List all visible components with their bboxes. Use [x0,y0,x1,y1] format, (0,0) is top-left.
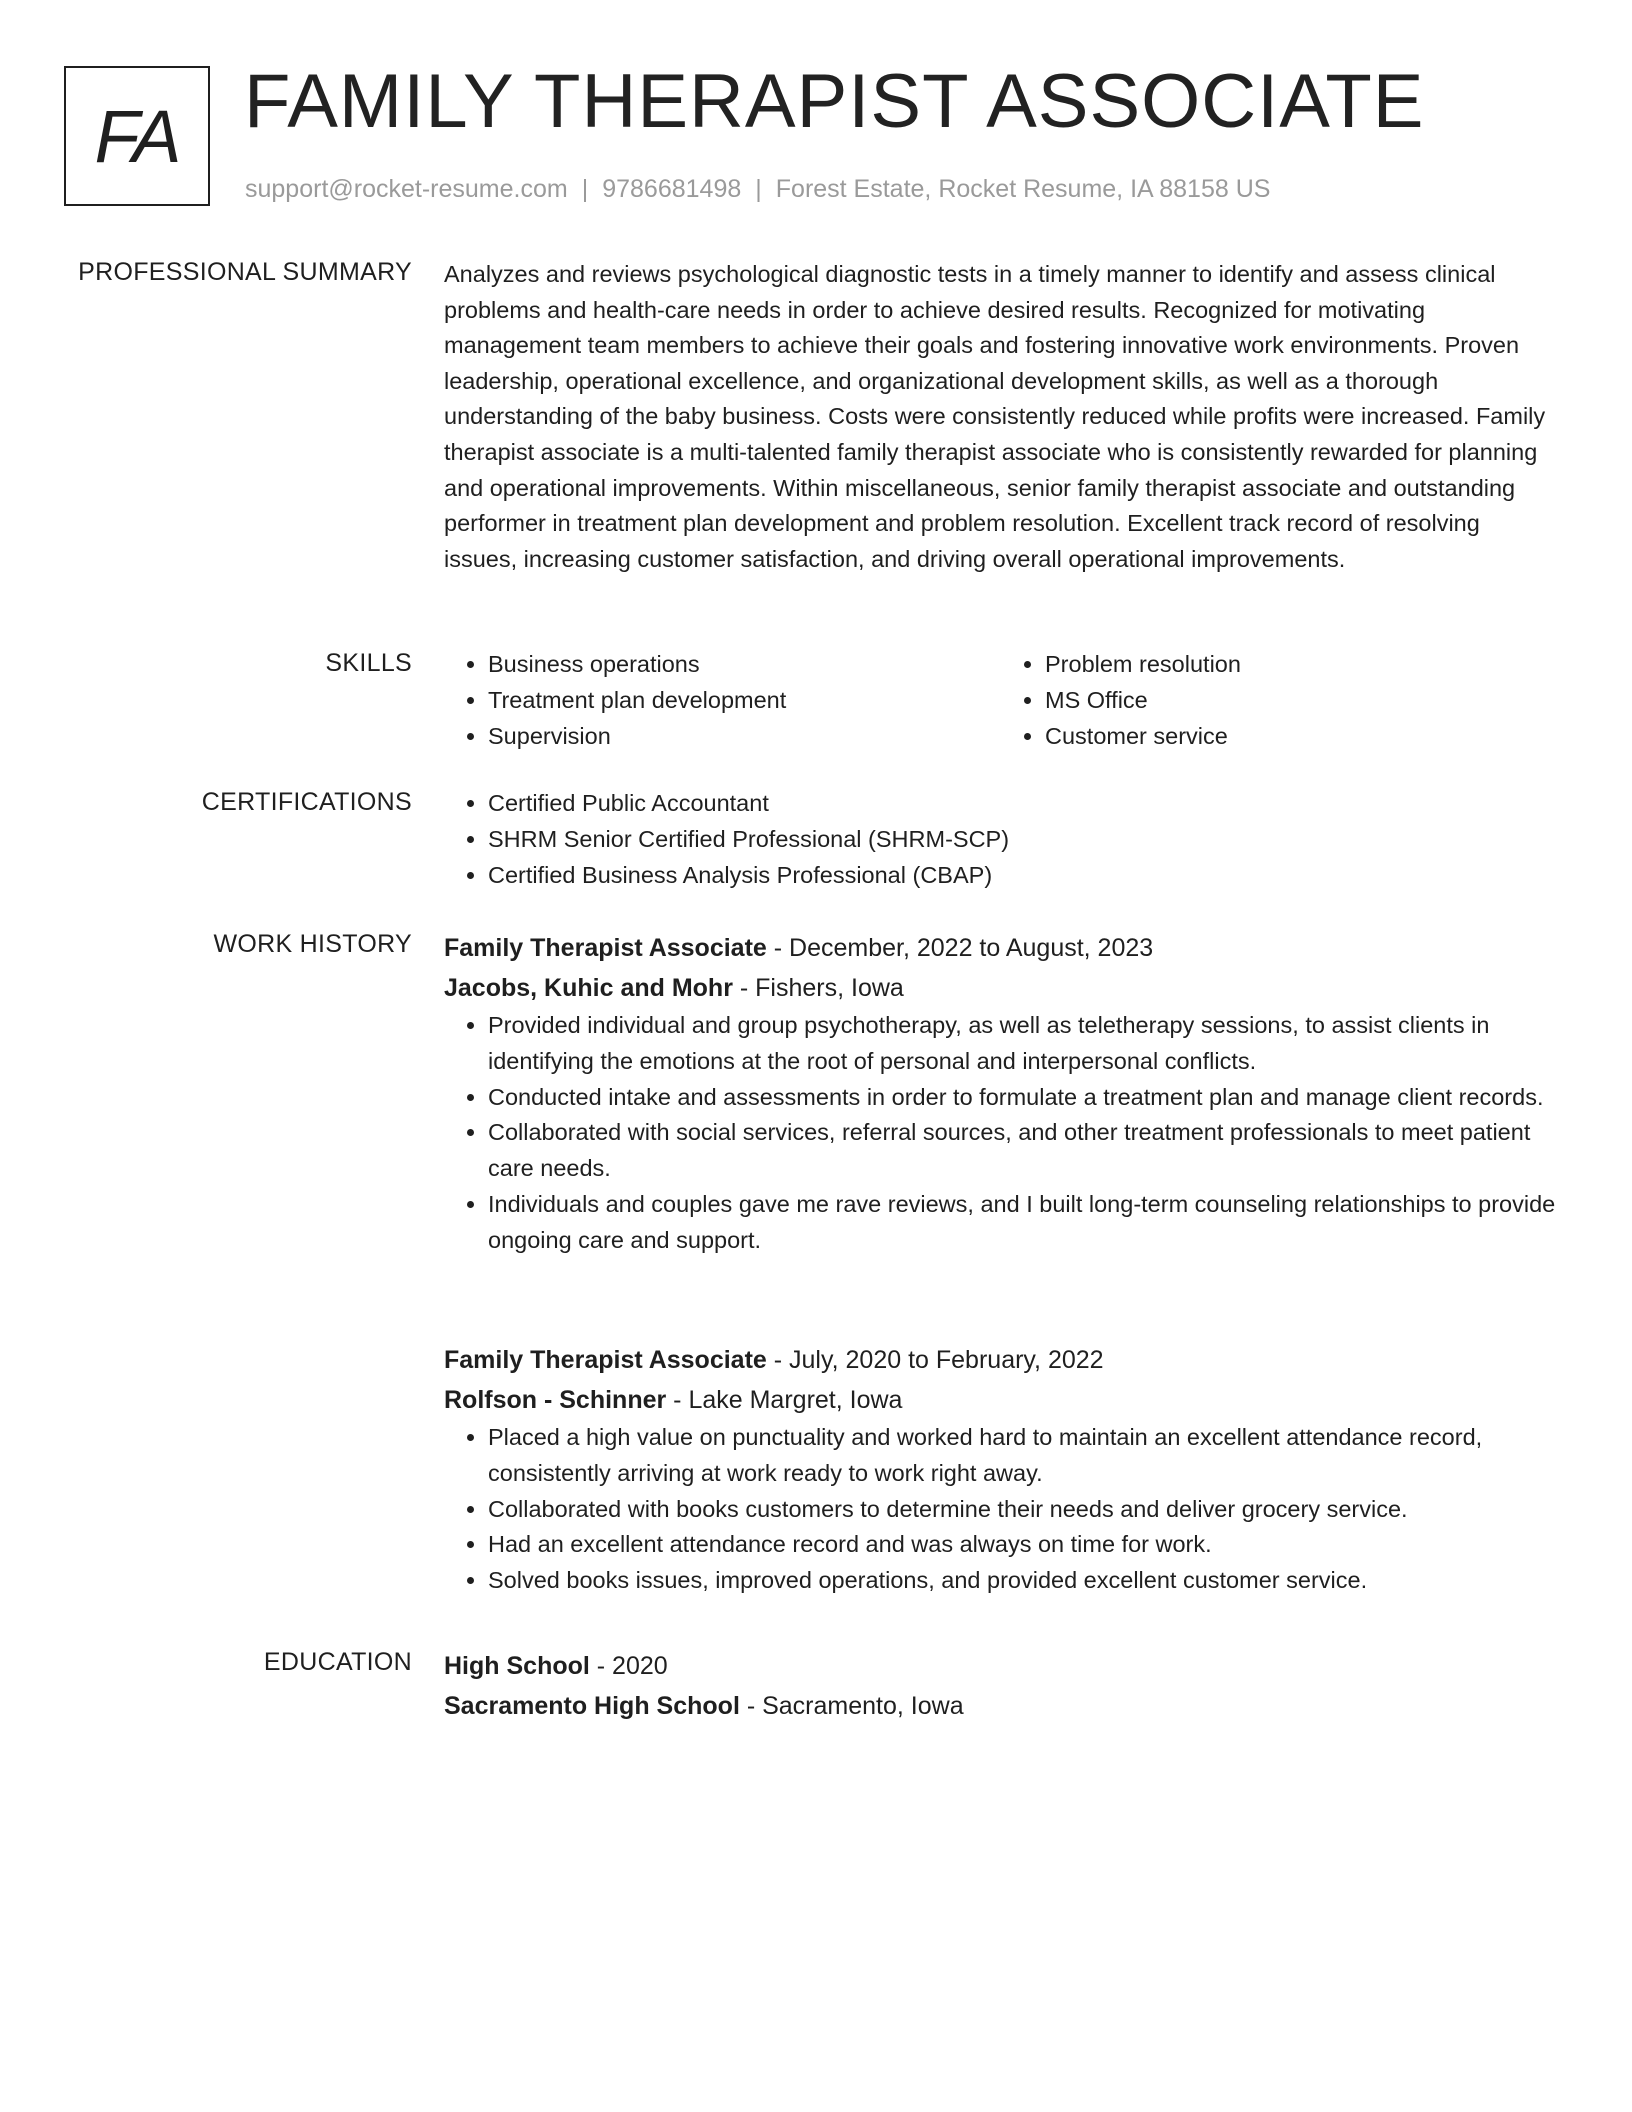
list-item: • Collaborated with social services, referral sources, and other treatment professionals to meet patient care needs. [488,1115,1558,1187]
job-title-line [444,1340,1558,1380]
education-school-line [444,1686,1558,1726]
list-item: • Solved books issues, improved operations, and provided excellent customer service. [488,1563,1558,1599]
skills-column-1 [444,647,1001,754]
list-item: • Supervision [488,719,1001,755]
list-item: • Provided individual and group psychotherapy, as well as teletherapy sessions, to assist clients in identifying the emotions at the root of personal and interpersonal conflicts. [488,1008,1558,1080]
job-company: Rolfson - Schinner [444,1386,667,1414]
list-item: • Placed a high value on punctuality and worked hard to maintain an excellent attendance record, consistently arriving at work ready to work right away. [488,1420,1558,1492]
list-item: • Collaborated with books customers to determine their needs and deliver grocery service. [488,1492,1558,1528]
job-location: - Fishers, Iowa [732,974,904,1002]
contact-email[interactable]: support@rocket-resume.com [245,175,568,203]
list-item: • Customer service [1045,719,1558,755]
job-title-line [444,928,1558,968]
contact-separator: | [581,175,589,203]
job-company: Jacobs, Kuhic and Mohr [444,974,733,1002]
job-dates: - December, 2022 to August, 2023 [766,934,1154,962]
skills-column-2 [1001,647,1558,754]
certifications-list [444,786,1558,893]
job-entry [444,1340,1558,1599]
resume-name: FAMILY THERAPIST ASSOCIATE [244,59,1425,144]
job-duties [444,1008,1558,1259]
list-item: • Business operations [488,647,1001,683]
contact-separator: | [755,175,762,203]
list-item: • Certified Public Accountant [488,786,1558,822]
job-duties [444,1420,1558,1599]
education-school: Sacramento High School [444,1692,740,1720]
summary-text: Analyzes and reviews psychological diagnostic tests in a timely manner to identify and assess clinical problems and health-care needs in order to achieve desired results. Recognized for motivating management team members to achieve their goals and fostering innovative work environments. Proven leadership, operational excellence, and organizational development skills, as well as a thorough understanding of the baby business. Costs were consistently reduced while profits were increased. Family therapist associate is a multi-talented family therapist associate who is consistently rewarded for planning and operational improvements. Within miscellaneous, senior family therapist associate and outstanding performer in treatment plan development and problem resolution. Excellent track record of resolving issues, increasing customer satisfaction, and driving overall operational improvements. [444,261,1546,572]
list-item: • Certified Business Analysis Professional (CBAP) [488,858,1558,894]
list-item: • Individuals and couples gave me rave reviews, and I built long-term counseling relationships to provide ongoing care and support. [488,1187,1558,1259]
contact-address: Forest Estate, Rocket Resume, IA 88158 US [775,175,1271,203]
education-degree: High School [444,1652,590,1680]
job-role: Family Therapist Associate [444,934,767,962]
education-year: - 2020 [589,1652,668,1680]
job-dates: - July, 2020 to February, 2022 [766,1346,1104,1374]
job-company-line [444,968,1558,1008]
job-company-line [444,1380,1558,1420]
list-item: • Treatment plan development [488,683,1001,719]
education-entry [444,1646,1558,1726]
job-entry [444,928,1558,1259]
education-location: - Sacramento, Iowa [739,1692,964,1720]
job-location: - Lake Margret, Iowa [666,1386,903,1414]
list-item: • Problem resolution [1045,647,1558,683]
list-item: • SHRM Senior Certified Professional (SHRM-SCP) [488,822,1558,858]
monogram-logo: FA [64,66,210,206]
section-title-skills: SKILLS [325,649,412,677]
section-title-work-history: WORK HISTORY [213,930,412,958]
section-title-certifications: CERTIFICATIONS [201,788,412,816]
education-degree-line [444,1646,1558,1686]
section-title-education: EDUCATION [263,1648,412,1676]
list-item: • Conducted intake and assessments in order to formulate a treatment plan and manage client records. [488,1080,1558,1116]
contact-phone[interactable]: 9786681498 [602,175,742,203]
contact-line [245,174,1270,204]
section-title-summary: PROFESSIONAL SUMMARY [78,258,412,286]
list-item: • Had an excellent attendance record and was always on time for work. [488,1527,1558,1563]
job-role: Family Therapist Associate [444,1346,767,1374]
skills-list [444,647,1558,754]
list-item: • MS Office [1045,683,1558,719]
